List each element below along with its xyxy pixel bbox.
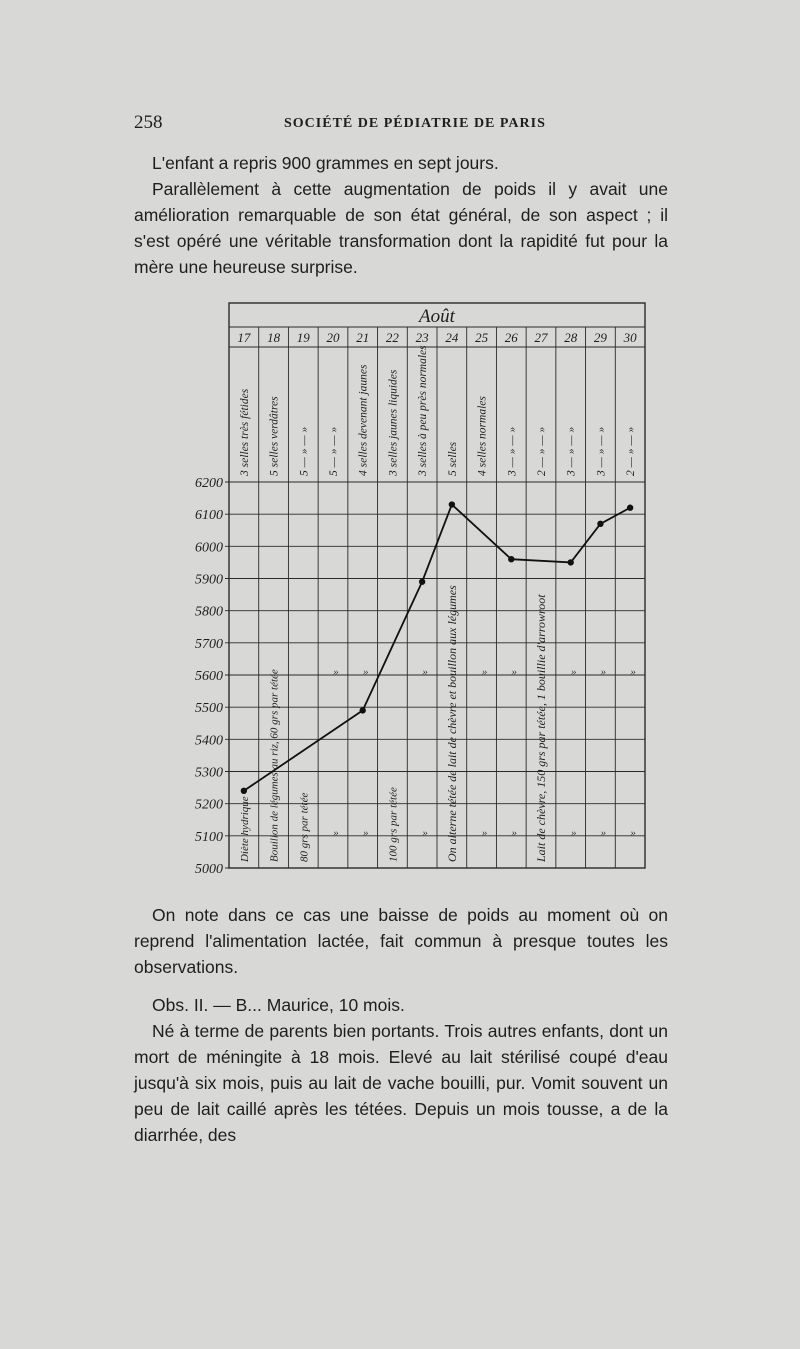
weight-point <box>627 505 633 511</box>
stool-note: 5 selles <box>446 441 459 476</box>
stool-note: 5 — » — » <box>298 426 311 476</box>
stool-note: 3 — » — » <box>506 426 519 476</box>
day-label: 27 <box>534 330 548 345</box>
stool-note: 4 selles devenant jaunes <box>357 364 370 476</box>
ditto-mark: » <box>570 826 577 839</box>
ditto-mark: » <box>422 666 428 678</box>
feeding-note: 100 grs par tétée <box>387 787 400 862</box>
y-tick-label: 5000 <box>195 862 223 877</box>
outro-paragraph-1: On note dans ce cas une baisse de poids au moment où on reprend l'alimentation lactée, fait commun à presque toutes les observations. <box>134 905 668 977</box>
stool-note: 3 — » — » <box>565 426 578 476</box>
day-label: 17 <box>237 330 251 345</box>
day-label: 26 <box>504 330 518 345</box>
ditto-mark: » <box>630 826 636 839</box>
stool-note: 3 selles jaunes liquides <box>387 369 400 476</box>
day-label: 28 <box>564 330 578 345</box>
day-label: 19 <box>296 330 310 345</box>
weight-point <box>568 559 574 565</box>
ditto-mark: » <box>422 826 428 839</box>
outro-text <box>134 902 668 1148</box>
y-tick-label: 5200 <box>195 797 223 813</box>
feeding-note: On alterne tétée de lait de chèvre et bouillon aux légumes <box>444 585 459 862</box>
y-tick-label: 5600 <box>195 669 223 684</box>
day-label: 29 <box>593 330 607 345</box>
day-label: 22 <box>385 330 399 345</box>
ditto-mark: » <box>362 666 369 678</box>
stool-note: 3 — » — » <box>595 426 608 476</box>
outro-paragraph-2: Né à terme de parents bien portants. Trois autres enfants, dont un mort de méningite à 18 mois. Elevé au lait stérilisé coupé d'eau jusqu'à six mois, puis au lait de vache bouilli, pur. Vomit souvent un peu de lait caillé après les tétées. Depuis un mois tousse, a de la diarrhée, des <box>134 1021 668 1145</box>
ditto-mark: » <box>333 666 339 678</box>
running-head: SOCIÉTÉ DE PÉDIATRIE DE PARIS <box>284 116 546 131</box>
stool-note: 2 — » — » <box>536 426 548 476</box>
ditto-mark: » <box>511 666 518 678</box>
chart-title: Août <box>419 306 455 327</box>
ditto-mark: » <box>481 826 488 839</box>
ditto-mark: » <box>570 666 577 678</box>
ditto-mark: » <box>630 666 636 678</box>
feeding-note: Bouillon de légumes au riz, 60 grs par tétée <box>268 669 281 862</box>
stool-note: 3 selles à peu près normales <box>417 345 430 476</box>
y-tick-label: 6000 <box>195 540 223 556</box>
ditto-mark: » <box>333 826 339 839</box>
y-tick-label: 6200 <box>195 476 223 491</box>
feeding-note: Lait de chèvre, 150 grs par tétée, 1 bouillie d'arrowroot <box>534 594 548 862</box>
day-label: 30 <box>623 330 637 345</box>
intro-paragraph-1: L'enfant a repris 900 grammes en sept jours. <box>152 153 499 173</box>
weight-point <box>419 579 425 585</box>
weight-point <box>597 521 603 527</box>
stool-note: 2 — » — » <box>625 426 638 476</box>
y-tick-label: 5300 <box>195 765 223 781</box>
feeding-note: Diète hydrique <box>238 796 251 862</box>
day-label: 25 <box>475 330 489 345</box>
y-tick-label: 5100 <box>195 829 223 845</box>
day-label: 21 <box>356 330 370 345</box>
y-tick-label: 5800 <box>195 604 223 620</box>
weight-point <box>508 556 514 562</box>
ditto-mark: » <box>481 666 488 678</box>
ditto-mark: » <box>511 826 518 839</box>
intro-paragraph-2: Parallèlement à cette augmentation de poids il y avait une amélioration remarquable de son état général, de son aspect ; il s'est opéré une véritable transformation dont la rapidité fut pour la mère une heureuse surprise. <box>134 179 668 277</box>
y-tick-label: 5400 <box>195 733 223 749</box>
y-tick-label: 5500 <box>195 701 223 717</box>
weight-point <box>241 788 247 794</box>
ditto-mark: » <box>362 826 369 839</box>
weight-point <box>449 501 455 507</box>
page-number: 258 <box>134 112 163 133</box>
ditto-mark: » <box>600 666 607 678</box>
y-tick-label: 5900 <box>195 572 223 588</box>
observation-heading: Obs. II. — B... Maurice, 10 mois. <box>152 995 405 1015</box>
stool-note: 5 selles verdâtres <box>268 396 281 476</box>
ditto-mark: » <box>600 826 607 839</box>
day-label: 18 <box>267 330 281 345</box>
day-label: 23 <box>415 330 429 345</box>
day-label: 20 <box>326 330 340 345</box>
y-tick-label: 6100 <box>195 508 223 524</box>
day-label: 24 <box>445 330 459 345</box>
y-tick-label: 5700 <box>195 636 223 652</box>
chart-frame <box>195 303 645 877</box>
feeding-note: 80 grs par tétée <box>298 792 311 862</box>
weight-point <box>360 707 366 713</box>
stool-note: 3 selles très fétides <box>238 388 251 476</box>
stool-note: 4 selles normales <box>476 396 489 476</box>
stool-note: 5 — » — » <box>328 426 340 476</box>
